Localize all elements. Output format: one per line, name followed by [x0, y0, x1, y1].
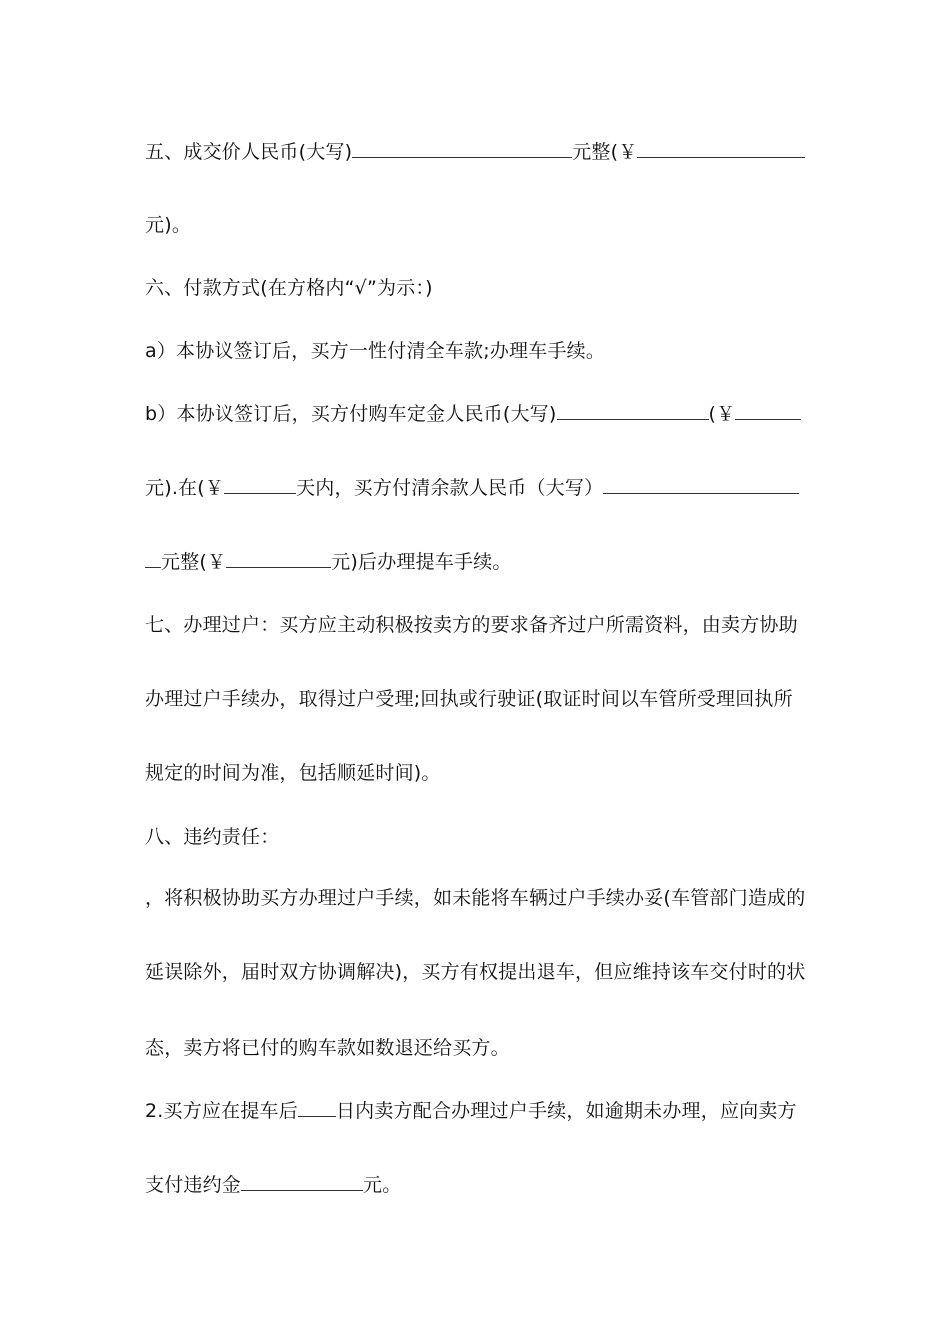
days-after-pickup-blank[interactable]	[298, 1098, 336, 1117]
text: 五、成交价人民币(大写)	[145, 141, 353, 163]
text: 态，卖方将已付的购车款如数退还给买方。	[145, 1037, 510, 1059]
text: 规定的时间为准，包括顺延时间)。	[145, 762, 441, 784]
price-line-end	[145, 213, 191, 237]
text: 天内，买方付清余款人民币（大写）	[296, 477, 604, 499]
days-blank[interactable]	[224, 475, 296, 494]
balance-words-blank-cont[interactable]	[145, 549, 161, 568]
text: 七、办理过户：买方应主动积极按卖方的要求备齐过户所需资料，由卖方协助	[145, 614, 798, 636]
payment-option-b-end	[145, 549, 512, 574]
balance-number-blank[interactable]	[226, 549, 331, 568]
text: 2.买方应在提车后	[145, 1100, 298, 1122]
text: 延误除外，届时双方协调解决)，买方有权提出退车，但应维持该车交付时的状	[145, 961, 806, 983]
liability-clause-1-cont	[145, 960, 805, 984]
transfer-clause-end	[145, 761, 441, 785]
liability-clause-2-end	[145, 1172, 401, 1197]
text: a）本协议签订后，买方一性付清全车款;办理车手续。	[145, 340, 606, 362]
balance-words-blank[interactable]	[603, 475, 799, 494]
liability-heading	[145, 825, 279, 849]
deposit-number-blank[interactable]	[735, 401, 801, 420]
transfer-clause	[145, 613, 798, 637]
payment-option-b	[145, 401, 801, 426]
liability-clause-1	[145, 886, 805, 910]
text: 元。	[363, 1174, 402, 1196]
text: 元整(￥	[161, 551, 227, 573]
payment-option-a	[145, 339, 605, 363]
text: b）本协议签订后，买方付购车定金人民币(大写)	[145, 403, 557, 425]
text: 支付违约金	[145, 1174, 242, 1196]
text: (￥	[708, 403, 736, 425]
text: 元整(￥	[572, 141, 638, 163]
price-line	[145, 139, 805, 164]
transfer-clause-cont	[145, 687, 793, 711]
price-words-blank[interactable]	[352, 139, 572, 158]
text: 日内卖方配合办理过户手续，如逾期未办理，应向卖方	[335, 1100, 797, 1122]
deposit-words-blank[interactable]	[557, 401, 709, 420]
payment-option-b-cont	[145, 475, 799, 500]
liability-clause-2	[145, 1098, 797, 1123]
text: 办理过户手续办，取得过户受理;回执或行驶证(取证时间以车管所受理回执所	[145, 688, 793, 710]
text: 元)。	[145, 214, 192, 236]
penalty-amount-blank[interactable]	[241, 1172, 363, 1191]
payment-heading	[145, 276, 433, 300]
text: 八、违约责任：	[145, 826, 280, 848]
price-number-blank[interactable]	[637, 139, 805, 158]
text: 六、付款方式(在方格内“√”为示：)	[145, 277, 433, 299]
text: 元).在(￥	[145, 477, 225, 499]
text: ，将积极协助买方办理过户手续，如未能将车辆过户手续办妥(车管部门造成的	[145, 887, 806, 909]
text: 元)后办理提车手续。	[331, 551, 512, 573]
liability-clause-1-end	[145, 1036, 510, 1060]
